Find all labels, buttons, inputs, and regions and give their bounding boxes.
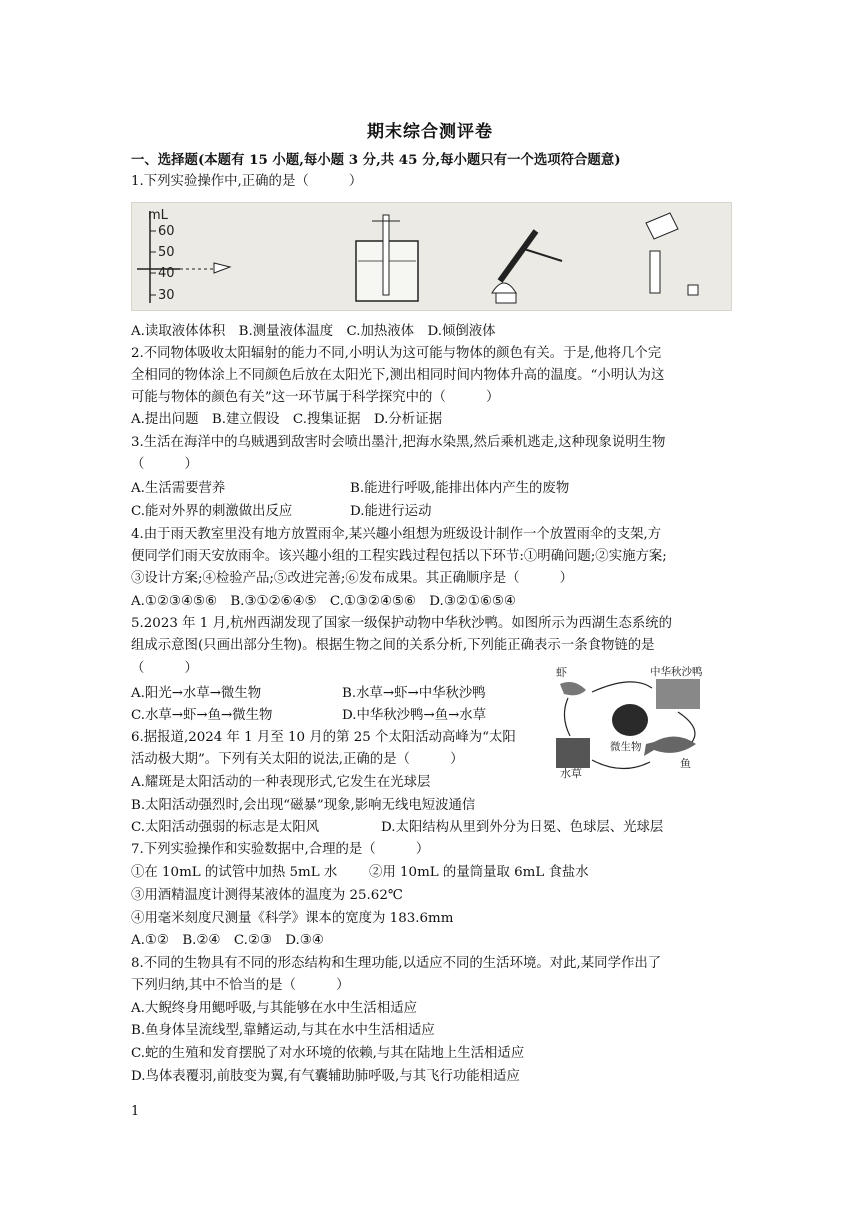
q5-option-c: C.水草→虾→鱼→微生物 — [131, 708, 273, 723]
microbe-label: 微生物 — [610, 741, 642, 753]
q2-line2: 全相同的物体涂上不同颜色后放在太阳光下,测出相同时间内物体升高的温度。“小明认为这 — [131, 368, 665, 383]
q7-items-12 — [131, 862, 733, 884]
microbe-icon — [612, 704, 648, 736]
q3-option-d: D.能进行运动 — [350, 504, 432, 519]
fish-icon — [644, 736, 696, 756]
q3-line2: （ ） — [131, 457, 198, 472]
q4-line2: 便同学们雨天安放雨伞。该兴趣小组的工程实践过程包括以下环节:①明确问题;②实施方案; — [131, 549, 667, 564]
q5-option-b: B.水草→虾→中华秋沙鸭 — [342, 686, 486, 701]
q6-options-cd — [131, 817, 733, 839]
tick-40-label: 40 — [158, 266, 175, 281]
q2-options: A.提出问题 B.建立假设 C.搜集证据 D.分析证据 — [131, 412, 442, 427]
q8-option-c: C.蛇的生殖和发育摆脱了对水环境的依赖,与其在陆地上生活相适应 — [131, 1046, 525, 1061]
shrimp-icon — [560, 682, 586, 695]
page-title: 期末综合测评卷 — [367, 122, 493, 142]
grass-label: 水草 — [560, 767, 582, 780]
q4-line1: 4.由于雨天教室里没有地方放置雨伞,某兴趣小组想为班级设计制作一个放置雨伞的支架,方 — [131, 527, 662, 542]
lab-operations-figure — [132, 203, 731, 310]
pouring-icon — [646, 213, 698, 295]
q6-option-b: B.太阳活动强烈时,会出现“磁暴”现象,影响无线电短波通信 — [131, 798, 476, 813]
q3-line1: 3.生活在海洋中的乌贼遇到敌害时会喷出墨汁,把海水染黑,然后乘机逃走,这种现象说明生物 — [131, 435, 666, 450]
beaker-thermometer-icon — [356, 215, 418, 301]
section-heading: 一、选择题(本题有 15 小题,每小题 3 分,共 45 分,每小题只有一个选项符合题意) — [131, 152, 621, 168]
shrimp-label: 虾 — [556, 666, 567, 679]
q7-item-1: ①在 10mL 的试管中加热 5mL 水 — [131, 865, 338, 880]
grass-image — [556, 738, 590, 768]
q8-option-a: A.大鲵终身用鳃呼吸,与其能够在水中生活相适应 — [131, 1001, 417, 1016]
q3-option-b: B.能进行呼吸,能排出体内产生的废物 — [350, 481, 570, 496]
q7-options: A.①② B.②④ C.②③ D.③④ — [131, 933, 324, 948]
q1-figure — [131, 202, 732, 311]
duck-image — [656, 679, 700, 709]
q3-option-c: C.能对外界的刺激做出反应 — [131, 504, 293, 519]
q5-line1: 5.2023 年 1 月,杭州西湖发现了国家一级保护动物中华秋沙鸭。如图所示为西湖生态系统的 — [131, 616, 673, 631]
q7-item-3: ③用酒精温度计测得某液体的温度为 25.62℃ — [131, 888, 403, 903]
q5-option-d: D.中华秋沙鸭→鱼→水草 — [342, 708, 487, 723]
q2-line1: 2.不同物体吸收太阳辐射的能力不同,小明认为这可能与物体的颜色有关。于是,他将几个完 — [131, 346, 662, 361]
cylinder-unit-label: mL — [148, 208, 168, 223]
q6-option-d: D.太阳结构从里到外分为日冕、色球层、光球层 — [381, 820, 664, 835]
tick-30-label: 30 — [158, 288, 175, 303]
q4-options: A.①②③④⑤⑥ B.③①②⑥④⑤ C.①③②④⑤⑥ D.③②①⑥⑤④ — [131, 594, 516, 609]
q8-line1: 8.不同的生物具有不同的形态结构和生理功能,以适应不同的生活环境。对此,某同学作出了 — [131, 956, 662, 971]
q8-line2: 下列归纳,其中不恰当的是（ ） — [131, 978, 350, 993]
eye-icon — [214, 263, 230, 273]
duck-label: 中华秋沙鸭 — [650, 666, 703, 678]
tick-50-label: 50 — [158, 245, 175, 260]
q3-option-a: A.生活需要营养 — [131, 481, 226, 496]
q2-line3: 可能与物体的颜色有关”这一环节属于科学探究中的（ ） — [131, 390, 500, 405]
food-web-figure — [552, 664, 732, 780]
q5-line3: （ ） — [131, 661, 198, 676]
q6-option-a: A.耀斑是太阳活动的一种表现形式,它发生在光球层 — [131, 775, 431, 790]
q8-option-d: D.鸟体表覆羽,前肢变为翼,有气囊辅助肺呼吸,与其飞行功能相适应 — [131, 1069, 520, 1084]
q1-options: A.读取液体体积 B.测量液体温度 C.加热液体 D.倾倒液体 — [131, 324, 496, 339]
q7-item-4: ④用毫米刻度尺测量《科学》课本的宽度为 183.6mm — [131, 911, 454, 926]
q7-item-2: ②用 10mL 的量筒量取 6mL 食盐水 — [369, 865, 589, 880]
q5-line2: 组成示意图(只画出部分生物)。根据生物之间的关系分析,下列能正确表示一条食物链的是 — [131, 638, 655, 653]
q3-options-ab — [131, 478, 733, 500]
page-number: 1 — [131, 1104, 140, 1119]
q8-option-b: B.鱼身体呈流线型,靠鳍运动,与其在水中生活相适应 — [131, 1023, 435, 1038]
q1-stem: 1.下列实验操作中,正确的是（ ） — [131, 174, 363, 189]
q3-options-cd — [131, 501, 733, 523]
q6-line1: 6.据报道,2024 年 1 月至 10 月的第 25 个太阳活动高峰为“太阳 — [131, 730, 516, 745]
q7-stem: 7.下列实验操作和实验数据中,合理的是（ ） — [131, 842, 430, 857]
tick-60-label: 60 — [158, 224, 175, 239]
q6-line2: 活动极大期”。下列有关太阳的说法,正确的是（ ） — [131, 752, 464, 767]
q5-option-a: A.阳光→水草→微生物 — [131, 686, 262, 701]
fish-label: 鱼 — [680, 757, 691, 770]
q4-line3: ③设计方案;④检验产品;⑤改进完善;⑥发布成果。其正确顺序是（ ） — [131, 571, 574, 586]
heating-tube-icon — [492, 231, 562, 303]
q6-option-c: C.太阳活动强弱的标志是太阳风 — [131, 820, 320, 835]
